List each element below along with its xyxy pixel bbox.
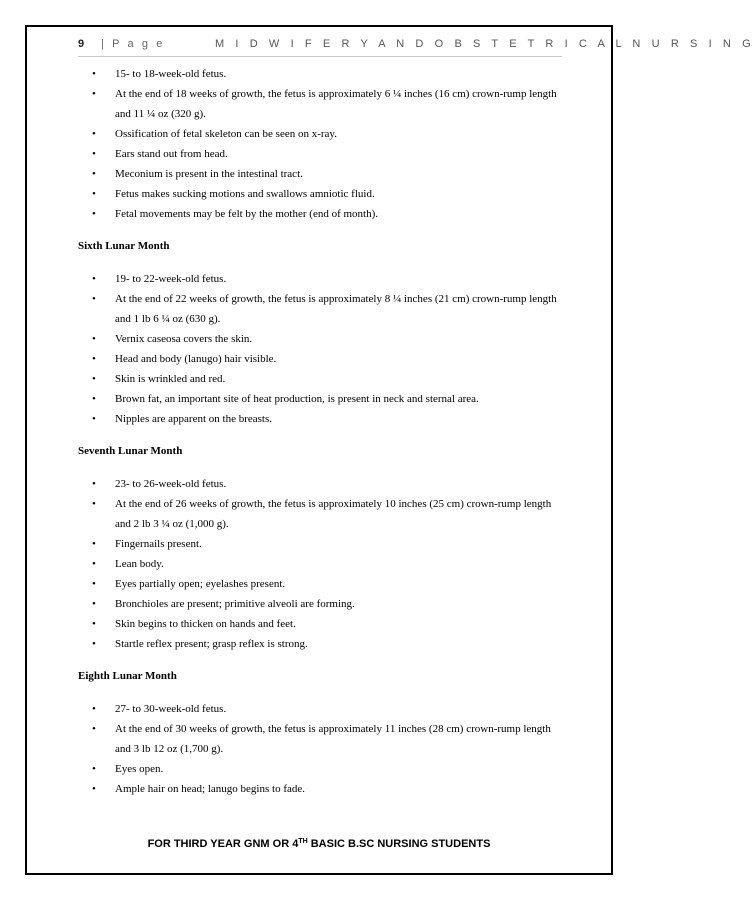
list-item [78, 759, 568, 779]
list-item [78, 779, 568, 799]
list-item [78, 634, 568, 654]
list-item-text: Vernix caseosa covers the skin. [115, 333, 253, 345]
page-label: | P a g e [101, 38, 165, 50]
list-item [78, 124, 568, 144]
bullet-icon: • [92, 723, 96, 735]
list-item [78, 289, 568, 329]
bullet-icon: • [92, 638, 96, 650]
footer-superscript: TH [298, 838, 308, 845]
bullet-icon: • [92, 168, 96, 180]
list-item-text: Startle reflex present; grasp reflex is strong. [115, 638, 308, 650]
footer-text-start: FOR THIRD YEAR GNM OR 4 [147, 838, 299, 850]
list-item-text: At the end of 30 weeks of growth, the fetus is approximately 11 inches (28 cm) crown-rump length and 3 lb 12 oz (1,700 g). [115, 723, 551, 755]
list-item-text: Ample hair on head; lanugo begins to fade. [115, 783, 306, 795]
list-item-text: At the end of 26 weeks of growth, the fetus is approximately 10 inches (25 cm) crown-rump length and 2 lb 3 ¼ oz (1,000 g). [115, 498, 552, 530]
list-item-text: 23- to 26-week-old fetus. [115, 478, 227, 490]
list-item [78, 329, 568, 349]
page-header [78, 38, 755, 57]
footer-text-end: BASIC B.SC NURSING STUDENTS [307, 838, 491, 850]
list-item [78, 554, 568, 574]
list-item-text: Skin begins to thicken on hands and feet. [115, 618, 296, 630]
list-item-text: Fetal movements may be felt by the mother (end of month). [115, 208, 379, 220]
list-item-text: Eyes open. [115, 763, 164, 775]
bullet-icon: • [92, 128, 96, 140]
bullet-icon: • [92, 148, 96, 160]
list-item-text: Nipples are apparent on the breasts. [115, 413, 272, 425]
list-item-text: Brown fat, an important site of heat production, is present in neck and sternal area. [115, 393, 479, 405]
list-item [78, 614, 568, 634]
list-item [78, 349, 568, 369]
list-item-text: Skin is wrinkled and red. [115, 373, 226, 385]
list-item [78, 594, 568, 614]
list-item [78, 164, 568, 184]
list-item [78, 269, 568, 289]
list-item-text: 27- to 30-week-old fetus. [115, 703, 227, 715]
bullet-icon: • [92, 618, 96, 630]
list-item [78, 369, 568, 389]
list-item [78, 64, 568, 84]
list-item [78, 574, 568, 594]
list-item-text: Fetus makes sucking motions and swallows amniotic fluid. [115, 188, 375, 200]
bullet-icon: • [92, 273, 96, 285]
bullet-icon: • [92, 703, 96, 715]
list-item [78, 84, 568, 124]
seventh-month-list [78, 474, 568, 654]
bullet-icon: • [92, 783, 96, 795]
bullet-icon: • [92, 208, 96, 220]
bullet-icon: • [92, 88, 96, 100]
bullet-icon: • [92, 293, 96, 305]
list-item [78, 474, 568, 494]
list-item-text: Ossification of fetal skeleton can be seen on x-ray. [115, 128, 337, 140]
section-heading-sixth-month: Sixth Lunar Month [78, 240, 170, 252]
list-item-text: Eyes partially open; eyelashes present. [115, 578, 286, 590]
page-number: 9 [78, 38, 85, 50]
bullet-icon: • [92, 373, 96, 385]
document-title: M I D W I F E R Y A N D O B S T E T R I C A L N U R S I N G [215, 38, 755, 50]
list-item [78, 409, 568, 429]
page-footer [25, 838, 613, 850]
eighth-month-list [78, 699, 568, 799]
list-item [78, 184, 568, 204]
section-heading-seventh-month: Seventh Lunar Month [78, 445, 183, 457]
bullet-icon: • [92, 413, 96, 425]
list-item-text: Meconium is present in the intestinal tract. [115, 168, 303, 180]
bullet-icon: • [92, 188, 96, 200]
bullet-icon: • [92, 538, 96, 550]
bullet-icon: • [92, 498, 96, 510]
list-item-text: At the end of 22 weeks of growth, the fetus is approximately 8 ¼ inches (21 cm) crown-rump length and 1 lb 6 ¼ oz (630 g). [115, 293, 557, 325]
list-item-text: Lean body. [115, 558, 164, 570]
list-item-text: Head and body (lanugo) hair visible. [115, 353, 277, 365]
list-item-text: Bronchioles are present; primitive alveoli are forming. [115, 598, 355, 610]
list-item-text: At the end of 18 weeks of growth, the fetus is approximately 6 ¼ inches (16 cm) crown-rump length and 11 ¼ oz (320 g). [115, 88, 557, 120]
list-item-text: Fingernails present. [115, 538, 202, 550]
list-item [78, 494, 568, 534]
list-item [78, 699, 568, 719]
bullet-icon: • [92, 393, 96, 405]
bullet-icon: • [92, 333, 96, 345]
list-item [78, 719, 568, 759]
bullet-icon: • [92, 578, 96, 590]
bullet-icon: • [92, 558, 96, 570]
list-item [78, 204, 568, 224]
bullet-icon: • [92, 763, 96, 775]
list-item-text: 19- to 22-week-old fetus. [115, 273, 227, 285]
list-item [78, 144, 568, 164]
list-item [78, 534, 568, 554]
list-item-text: Ears stand out from head. [115, 148, 228, 160]
bullet-icon: • [92, 353, 96, 365]
bullet-icon: • [92, 478, 96, 490]
sixth-month-list [78, 269, 568, 429]
list-item [78, 389, 568, 409]
section-heading-eighth-month: Eighth Lunar Month [78, 670, 177, 682]
bullet-icon: • [92, 68, 96, 80]
list-item-text: 15- to 18-week-old fetus. [115, 68, 227, 80]
bullet-icon: • [92, 598, 96, 610]
intro-list [78, 64, 568, 224]
page-content [78, 64, 568, 799]
